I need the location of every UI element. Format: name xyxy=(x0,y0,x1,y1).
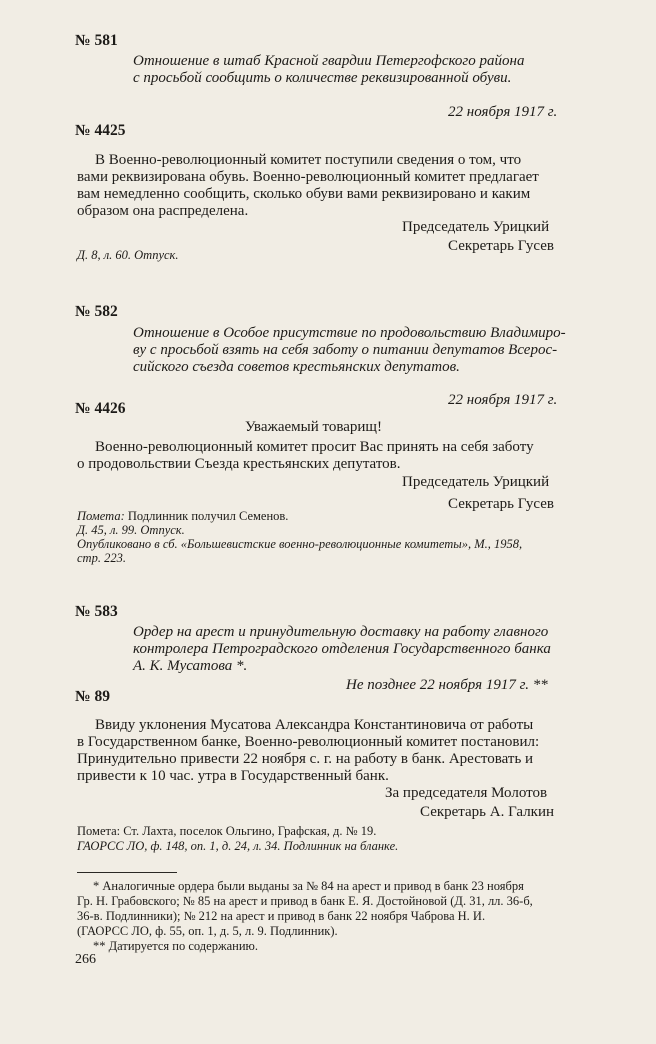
doc-581-archive-ref: Д. 8, л. 60. Отпуск. xyxy=(77,248,179,262)
doc-583-title-line-2: контролера Петроградского отделения Государственного банка xyxy=(133,641,551,657)
doc-582-date: 22 ноября 1917 г. xyxy=(448,392,558,408)
doc-582-signature-secretary: Секретарь Гусев xyxy=(448,496,554,512)
page-number: 266 xyxy=(75,952,96,967)
doc-582-archive-ref: Д. 45, л. 99. Отпуск. xyxy=(77,523,185,537)
doc-582-note-mark-text: Подлинник получил Семенов. xyxy=(127,509,289,523)
doc-581-number: № 581 xyxy=(75,32,118,49)
doc-583-body-line-2: в Государственном банке, Военно-революционный комитет постановил: xyxy=(77,734,540,750)
doc-583-signature-secretary: Секретарь А. Галкин xyxy=(420,804,555,820)
doc-581-signature-secretary: Секретарь Гусев xyxy=(448,238,554,254)
doc-582-sub-number: № 4426 xyxy=(75,400,126,417)
doc-582-published-line-1: Опубликовано в сб. «Большевистские военно-революционные комитеты», М., 1958, xyxy=(77,537,523,551)
doc-583-signature-chair: За председателя Молотов xyxy=(385,785,548,801)
doc-581-body-line-4: образом она распределена. xyxy=(77,203,249,219)
doc-582-number: № 582 xyxy=(75,303,118,320)
doc-583-number: № 583 xyxy=(75,603,118,620)
footnote-1-line-1: * Аналогичные ордера были выданы за № 84 на арест и привод в банк 23 ноября xyxy=(93,879,524,893)
doc-582-signature-chair: Председатель Урицкий xyxy=(402,474,550,490)
doc-581-sub-number: № 4425 xyxy=(75,122,126,139)
footnote-rule xyxy=(77,872,177,873)
doc-582-note-mark: Помета: Подлинник получил Семенов. xyxy=(77,509,289,523)
footnote-1-line-3: 36-в. Подлинники); № 212 на арест и привод в банк 22 ноября Чаброва Н. И. xyxy=(77,909,486,923)
doc-583-note-mark: Помета: Ст. Лахта, поселок Ольгино, Графская, д. № 19. xyxy=(77,824,377,838)
footnote-1-line-4: (ГАОРСС ЛО, ф. 55, оп. 1, д. 5, л. 9. Подлинник). xyxy=(77,924,338,938)
doc-583-archive-ref: ГАОРСС ЛО, ф. 148, оп. 1, д. 24, л. 34. Подлинник на бланке. xyxy=(77,839,399,853)
doc-582-title-line-3: сийского съезда советов крестьянских депутатов. xyxy=(133,359,460,375)
doc-581-body-line-1: В Военно-революционный комитет поступили сведения о том, что xyxy=(95,152,522,168)
doc-583-body-line-1: Ввиду уклонения Мусатова Александра Константиновича от работы xyxy=(95,717,534,733)
doc-582-title-line-2: ву с просьбой взять на себя заботу о питании депутатов Всерос- xyxy=(133,342,558,358)
doc-582-published-line-2: стр. 223. xyxy=(77,551,126,565)
footnote-1-line-2: Гр. Н. Грабовского; № 85 на арест и привод в банк Е. Я. Достойновой (Д. 31, лл. 36-б, xyxy=(77,894,533,908)
doc-581-date: 22 ноября 1917 г. xyxy=(448,104,558,120)
doc-581-signature-chair: Председатель Урицкий xyxy=(402,219,550,235)
doc-581-title-line-1: Отношение в штаб Красной гвардии Петергофского района xyxy=(133,53,525,69)
doc-582-body-line-2: о продовольствии Съезда крестьянских депутатов. xyxy=(77,456,401,472)
footnote-2: ** Датируется по содержанию. xyxy=(93,939,258,953)
doc-582-body-line-1: Военно-революционный комитет просит Вас принять на себя заботу xyxy=(95,439,534,455)
doc-583-body-line-4: привести к 10 час. утра в Государственный банк. xyxy=(77,768,389,784)
doc-581-title-line-2: с просьбой сообщить о количестве реквизированной обуви. xyxy=(133,70,512,86)
doc-582-title-line-1: Отношение в Особое присутствие по продовольствию Владимиро- xyxy=(133,325,566,341)
doc-583-title-line-3: А. К. Мусатова *. xyxy=(133,658,248,674)
doc-583-title-line-1: Ордер на арест и принудительную доставку на работу главного xyxy=(133,624,549,640)
doc-581-body-line-3: вам немедленно сообщить, сколько обуви вами реквизировано и каким xyxy=(77,186,531,202)
doc-583-body-line-3: Принудительно привести 22 ноября с. г. на работу в банк. Арестовать и xyxy=(77,751,534,767)
doc-581-body-line-2: вами реквизирована обувь. Военно-революционный комитет предлагает xyxy=(77,169,539,185)
doc-583-sub-number: № 89 xyxy=(75,688,110,705)
doc-582-salutation: Уважаемый товарищ! xyxy=(245,419,382,435)
doc-583-date: Не позднее 22 ноября 1917 г. ** xyxy=(346,677,548,693)
